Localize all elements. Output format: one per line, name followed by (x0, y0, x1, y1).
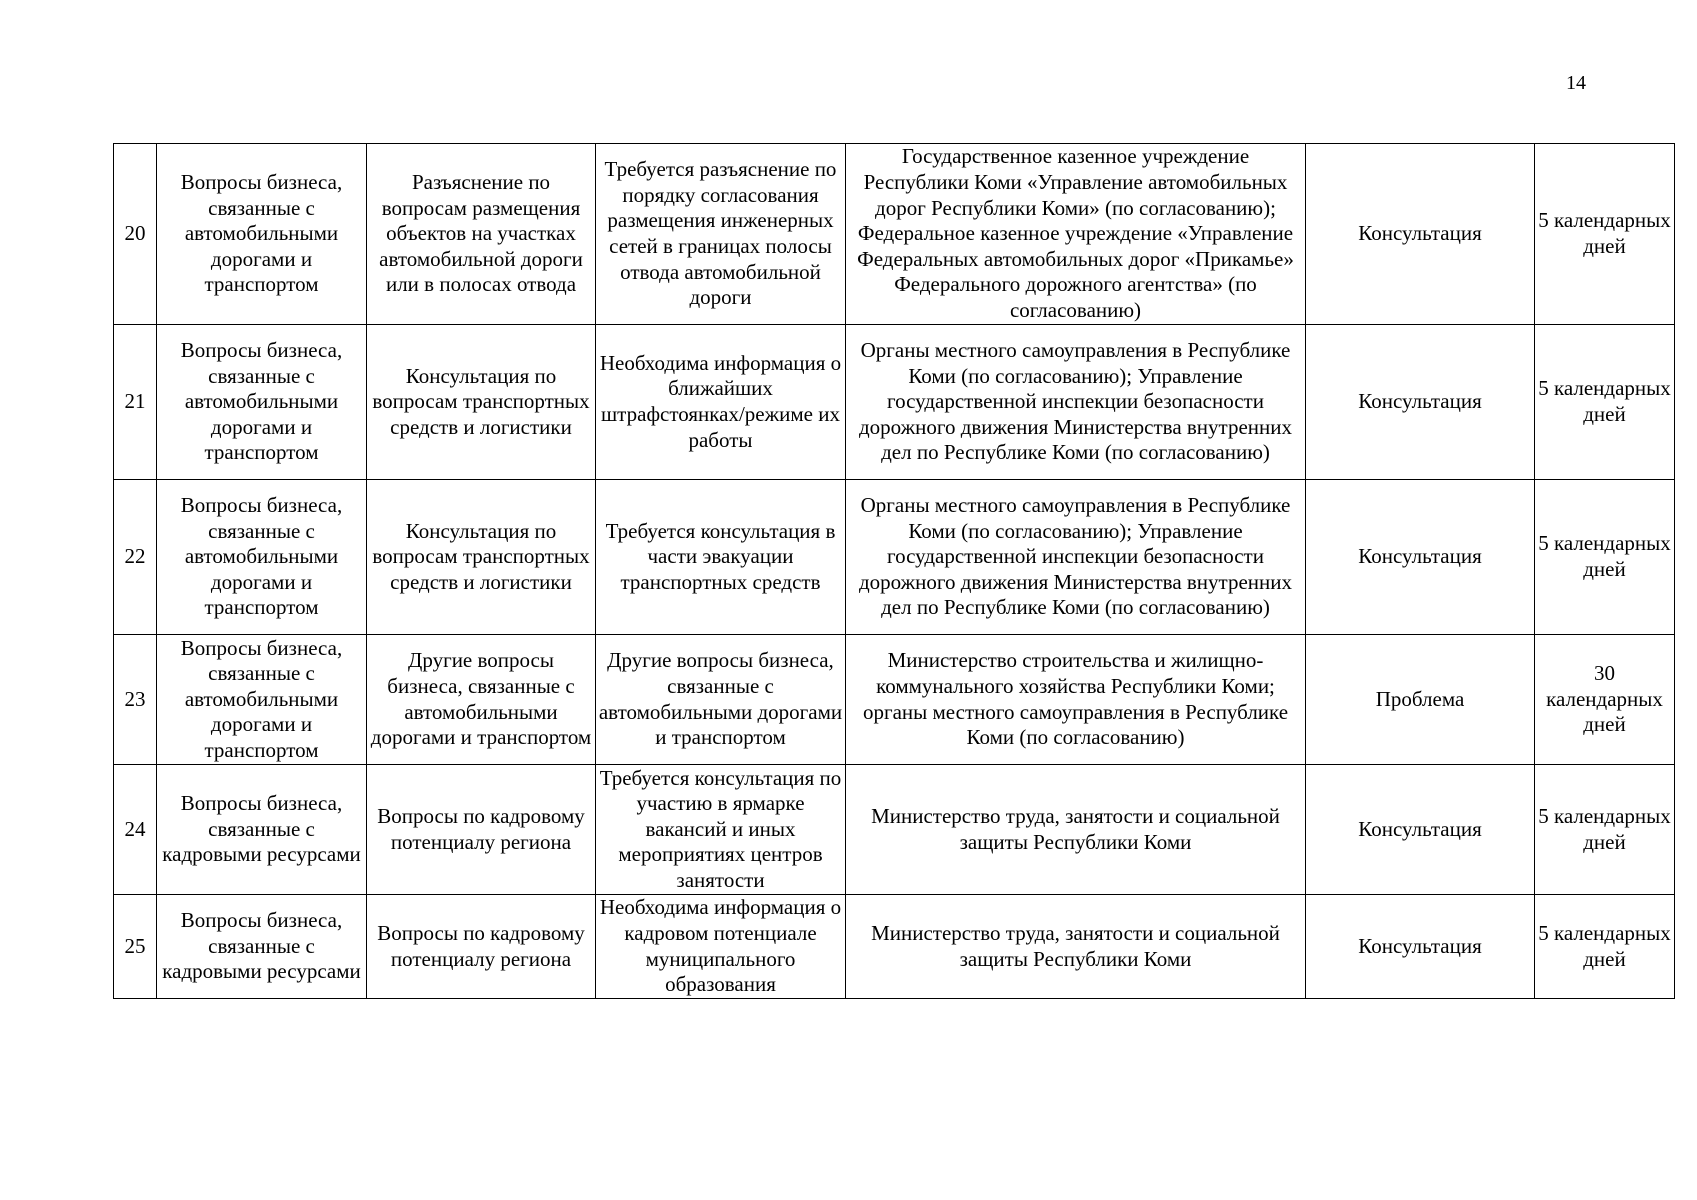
responsible-cell: Государственное казенное учреждение Республики Коми «Управление автомобильных дорог Республики Коми» (по согласованию); Федеральное казенное учреждение «Управление Федеральных автомобильных дорог «Прикамье» Федерального дорожного агентства» (по согласованию) (846, 144, 1306, 325)
request-cell: Требуется консультация по участию в ярмарке вакансий и иных мероприятиях центров занятости (596, 765, 846, 895)
row-number: 21 (114, 325, 157, 480)
type-cell: Консультация (1306, 480, 1535, 635)
category-cell: Вопросы бизнеса, связанные с кадровыми ресурсами (157, 895, 367, 999)
request-cell: Требуется разъяснение по порядку согласования размещения инженерных сетей в границах полосы отвода автомобильной дороги (596, 144, 846, 325)
row-number: 20 (114, 144, 157, 325)
term-cell: 5 календарных дней (1535, 895, 1675, 999)
table-row (114, 480, 1675, 635)
table-row (114, 635, 1675, 765)
request-cell: Необходима информация о кадровом потенциале муниципального образования (596, 895, 846, 999)
request-cell: Необходима информация о ближайших штрафстоянках/режиме их работы (596, 325, 846, 480)
type-cell: Консультация (1306, 325, 1535, 480)
term-cell: 30 календарных дней (1535, 635, 1675, 765)
page-number: 14 (1566, 72, 1586, 94)
responsible-cell: Министерство строительства и жилищно-коммунального хозяйства Республики Коми; органы местного самоуправления в Республике Коми (по согласованию) (846, 635, 1306, 765)
topic-cell: Консультация по вопросам транспортных средств и логистики (367, 325, 596, 480)
type-cell: Консультация (1306, 765, 1535, 895)
topic-cell: Вопросы по кадровому потенциалу региона (367, 895, 596, 999)
topic-cell: Вопросы по кадровому потенциалу региона (367, 765, 596, 895)
topic-cell: Консультация по вопросам транспортных средств и логистики (367, 480, 596, 635)
term-cell: 5 календарных дней (1535, 325, 1675, 480)
category-cell: Вопросы бизнеса, связанные с автомобильными дорогами и транспортом (157, 635, 367, 765)
table-row (114, 325, 1675, 480)
category-cell: Вопросы бизнеса, связанные с кадровыми ресурсами (157, 765, 367, 895)
table-row (114, 895, 1675, 999)
category-cell: Вопросы бизнеса, связанные с автомобильными дорогами и транспортом (157, 480, 367, 635)
type-cell: Проблема (1306, 635, 1535, 765)
row-number: 25 (114, 895, 157, 999)
row-number: 24 (114, 765, 157, 895)
term-cell: 5 календарных дней (1535, 765, 1675, 895)
responsible-cell: Министерство труда, занятости и социальной защиты Республики Коми (846, 895, 1306, 999)
category-cell: Вопросы бизнеса, связанные с автомобильными дорогами и транспортом (157, 144, 367, 325)
topic-cell: Разъяснение по вопросам размещения объектов на участках автомобильной дороги или в полосах отвода (367, 144, 596, 325)
row-number: 22 (114, 480, 157, 635)
table-row (114, 765, 1675, 895)
topic-cell: Другие вопросы бизнеса, связанные с автомобильными дорогами и транспортом (367, 635, 596, 765)
request-cell: Другие вопросы бизнеса, связанные с автомобильными дорогами и транспортом (596, 635, 846, 765)
row-number: 23 (114, 635, 157, 765)
responsible-cell: Органы местного самоуправления в Республике Коми (по согласованию); Управление государственной инспекции безопасности дорожного движения Министерства внутренних дел по Республике Коми (по согласованию) (846, 480, 1306, 635)
term-cell: 5 календарных дней (1535, 144, 1675, 325)
table-row (114, 144, 1675, 325)
responsible-cell: Министерство труда, занятости и социальной защиты Республики Коми (846, 765, 1306, 895)
type-cell: Консультация (1306, 895, 1535, 999)
responsible-cell: Органы местного самоуправления в Республике Коми (по согласованию); Управление государственной инспекции безопасности дорожного движения Министерства внутренних дел по Республике Коми (по согласованию) (846, 325, 1306, 480)
request-cell: Требуется консультация в части эвакуации транспортных средств (596, 480, 846, 635)
services-table (113, 143, 1675, 999)
type-cell: Консультация (1306, 144, 1535, 325)
term-cell: 5 календарных дней (1535, 480, 1675, 635)
category-cell: Вопросы бизнеса, связанные с автомобильными дорогами и транспортом (157, 325, 367, 480)
